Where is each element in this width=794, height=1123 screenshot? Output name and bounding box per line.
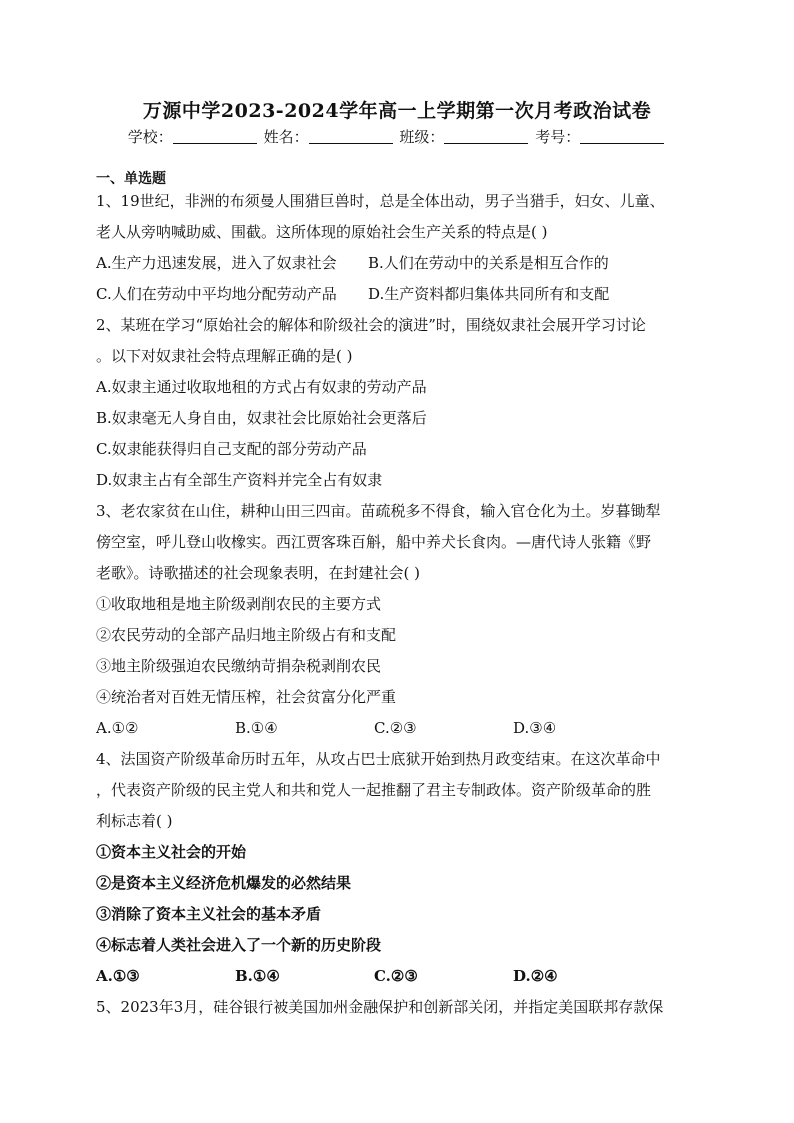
- question-2-line-2: 。以下对奴隶社会特点理解正确的是( ): [96, 347, 353, 365]
- name-label: 姓名：: [263, 128, 309, 146]
- student-info-row: [0, 126, 794, 147]
- option-a[interactable]: A.奴隶主通过收取地租的方式占有奴隶的劳动产品: [96, 378, 427, 396]
- question-list: [96, 186, 700, 1023]
- option-c[interactable]: C.奴隶能获得归自己支配的部分劳动产品: [96, 440, 367, 458]
- statement-1: ①资本主义社会的开始: [96, 843, 247, 861]
- statement-4: ④统治者对百姓无情压榨，社会贫富分化严重: [96, 688, 397, 706]
- question-2-line-1: 2、某班在学习“原始社会的解体和阶级社会的演进”时，围绕奴隶社会展开学习讨论: [96, 316, 646, 334]
- option-c[interactable]: C.②③: [374, 967, 418, 985]
- statement-2: ②农民劳动的全部产品归地主阶级占有和支配: [96, 626, 397, 644]
- option-a[interactable]: A.①②: [96, 719, 139, 737]
- statement-3: ③地主阶级强迫农民缴纳苛捐杂税剥削农民: [96, 657, 382, 675]
- question-3-options: [96, 713, 700, 744]
- statement-2: ②是资本主义经济危机爆发的必然结果: [96, 874, 352, 892]
- school-label: 学校：: [127, 128, 173, 146]
- question-4-line-1: 4、法国资产阶级革命历时五年，从攻占巴士底狱开始到热月政变结束。在这次革命中: [96, 750, 661, 768]
- option-b[interactable]: B.①④: [235, 967, 280, 985]
- option-b[interactable]: B.人们在劳动中的关系是相互合作的: [368, 254, 609, 272]
- option-d[interactable]: D.生产资料都归集体共同所有和支配: [368, 285, 610, 303]
- option-a[interactable]: A.生产力迅速发展，进入了奴隶社会: [96, 254, 337, 272]
- option-d[interactable]: D.③④: [513, 719, 557, 737]
- exam-number-blank[interactable]: [580, 129, 664, 144]
- option-b[interactable]: B.①④: [235, 719, 278, 737]
- option-c[interactable]: C.②③: [374, 719, 417, 737]
- option-b[interactable]: B.奴隶毫无人身自由，奴隶社会比原始社会更落后: [96, 409, 427, 427]
- exam-title: 万源中学2023-2024学年高一上学期第一次月考政治试卷: [142, 100, 652, 122]
- question-3-line-2: 傍空室，呼儿登山收橡实。西江贾客珠百斛，船中养犬长食肉。—唐代诗人张籍《野: [96, 533, 652, 551]
- name-blank[interactable]: [309, 129, 393, 144]
- question-1-options-row-2: [96, 279, 700, 310]
- option-d[interactable]: D.②④: [513, 967, 558, 985]
- class-label: 班级：: [399, 128, 445, 146]
- question-1-line-1: 1、19世纪，非洲的布须曼人围猎巨兽时，总是全体出动，男子当猎手，妇女、儿童、: [96, 192, 665, 210]
- class-blank[interactable]: [444, 129, 528, 144]
- school-blank[interactable]: [173, 129, 257, 144]
- question-3-line-1: 3、老农家贫在山住，耕种山田三四亩。苗疏税多不得食，输入官仓化为土。岁暮锄犁: [96, 502, 661, 520]
- option-d[interactable]: D.奴隶主占有全部生产资料并完全占有奴隶: [96, 471, 383, 489]
- statement-3: ③消除了资本主义社会的基本矛盾: [96, 905, 322, 923]
- question-1-options-row-1: [96, 248, 700, 279]
- option-c[interactable]: C.人们在劳动中平均地分配劳动产品: [96, 285, 337, 303]
- statement-4: ④标志着人类社会进入了一个新的历史阶段: [96, 936, 382, 954]
- question-4-line-3: 利标志着( ): [96, 812, 173, 830]
- statement-1: ①收取地租是地主阶级剥削农民的主要方式: [96, 595, 382, 613]
- option-a[interactable]: A.①③: [96, 967, 140, 985]
- question-1-line-2: 老人从旁呐喊助威、围截。这所体现的原始社会生产关系的特点是( ): [96, 223, 548, 241]
- question-3-line-3: 老歌》。诗歌描述的社会现象表明，在封建社会( ): [96, 564, 420, 582]
- section-heading: 一、单选题: [96, 171, 166, 187]
- exam-number-label: 考号：: [535, 128, 581, 146]
- question-4-options: [96, 961, 700, 992]
- question-5-line-1: 5、2023年3月，硅谷银行被美国加州金融保护和创新部关闭，并指定美国联邦存款保: [96, 998, 664, 1016]
- question-4-line-2: ，代表资产阶级的民主党人和共和党人一起推翻了君主专制政体。资产阶级革命的胜: [96, 781, 652, 799]
